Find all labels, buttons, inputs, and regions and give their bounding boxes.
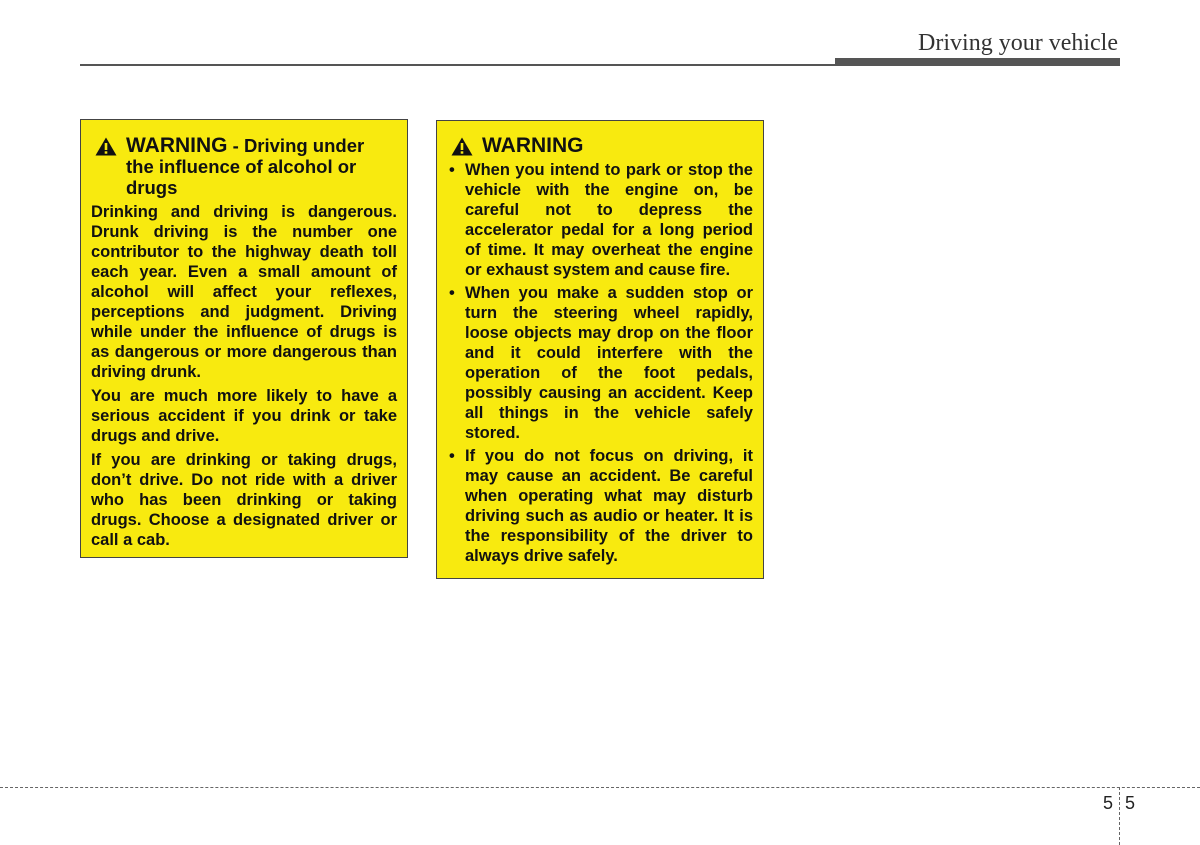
warning-box-driving-safety bbox=[436, 120, 764, 579]
list-item bbox=[447, 283, 753, 443]
warning-heading bbox=[447, 135, 753, 156]
bullet-icon: • bbox=[449, 447, 455, 465]
warning-paragraph: If you are drinking or taking drugs, don’t drive. Do not ride with a driver who has been drinking or taking drugs. Choose a designated driver or call a cab. bbox=[91, 451, 397, 549]
page-number: 5 bbox=[1125, 793, 1136, 813]
bullet-icon: • bbox=[449, 161, 455, 179]
warning-box-alcohol-drugs bbox=[80, 119, 408, 558]
bullet-text: When you make a sudden stop or turn the steering wheel rapidly, loose objects may drop on the floor and it could interfere with the operation of the foot pedals, possibly causing an accident. Keep all things in the vehicle safely stored. bbox=[465, 284, 753, 442]
warning-paragraph: Drinking and driving is dangerous. Drunk driving is the number one contributor to the highway death toll each year. Even a small amount of alcohol will affect your reflexes, perceptions and judgment. Driving while under the influence of drugs is as dangerous or more dangerous than driving drunk. bbox=[91, 203, 397, 381]
list-item bbox=[447, 160, 753, 280]
page-header-title: Driving your vehicle bbox=[918, 30, 1118, 56]
header-bar bbox=[835, 58, 1120, 66]
page-number-divider bbox=[1119, 787, 1120, 845]
list-item bbox=[447, 446, 753, 566]
warning-paragraph: You are much more likely to have a serious accident if you drink or take drugs and drive. bbox=[91, 387, 397, 445]
warning-bullet-list bbox=[447, 160, 753, 566]
warning-label: WARNING bbox=[126, 134, 228, 157]
warning-subtitle: - Driving under the influence of alcohol or drugs bbox=[126, 135, 365, 198]
warning-heading bbox=[91, 135, 397, 198]
header-rule bbox=[80, 64, 835, 66]
footer-rule bbox=[0, 787, 1200, 788]
bullet-icon: • bbox=[449, 284, 455, 302]
bullet-text: If you do not focus on driving, it may cause an accident. Be careful when operating what may disturb driving such as audio or heater. It is the responsibility of the driver to always drive safely. bbox=[465, 447, 753, 565]
bullet-text: When you intend to park or stop the vehicle with the engine on, be careful not to depress the accelerator pedal for a long period of time. It may overheat the engine or exhaust system and cause fire. bbox=[465, 161, 753, 279]
warning-triangle-icon bbox=[95, 137, 117, 156]
warning-triangle-icon bbox=[451, 137, 473, 156]
warning-label: WARNING bbox=[482, 134, 584, 157]
chapter-number: 5 bbox=[1103, 793, 1114, 813]
